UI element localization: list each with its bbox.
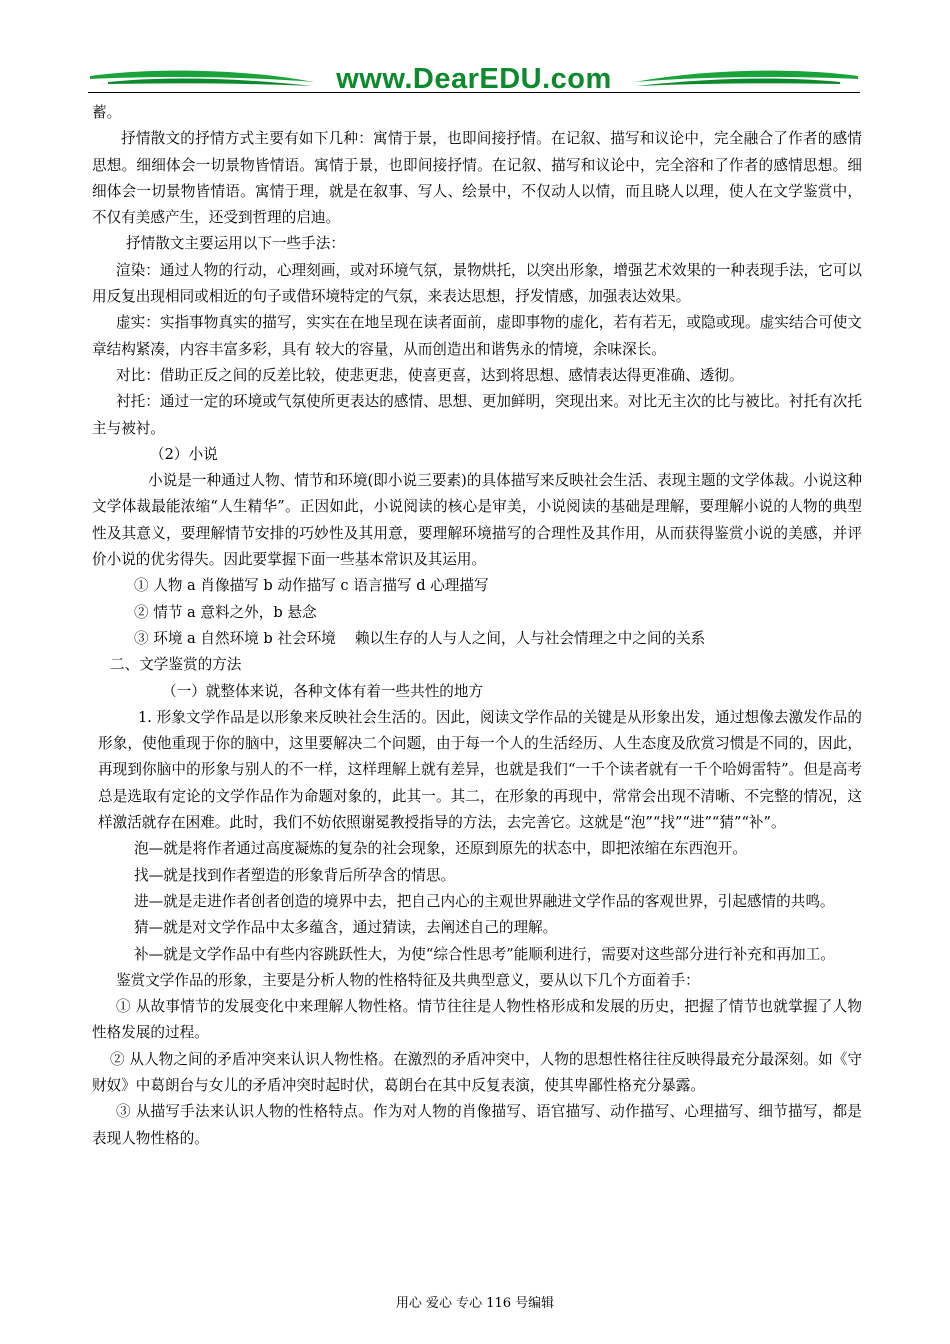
paragraph: 1. 形象文学作品是以形象来反映社会生活的。因此，阅读文学作品的关键是从形象出发，通过想像去激发作品的形象，使他重现于你的脑中，这里要解决二个问题，由于每一个人的生活经历、人生态度及欣赏习惯是不同的，因此，再现到你脑中的形象与别人的不一样，这样理解上就有差异，也就是我们“一千个读者就有一千个哈姆雷特”。但是高考总是选取有定论的文学作品作为命题对象的，此其一。其二，在形象的再现中，常常会出现不清晰、不完整的情况，这样激活就存在困难。此时，我们不妨依照谢冕教授指导的方法，去完善它。这就是“泡”“找”“进”“猜”“补”。 (98, 708, 862, 832)
site-logo[interactable]: www.DearEDU.com (336, 63, 612, 95)
section-heading: （2）小说 (150, 445, 218, 463)
paragraph: 衬托：通过一定的环境或气氛使所更表达的感情、思想、更加鲜明，突现出来。对比无主次的比与被比。衬托有次托主与被衬。 (92, 393, 862, 437)
list-item: ② 从人物之间的矛盾冲突来认识人物性格。在激烈的矛盾冲突中，人物的思想性格往往反映得最充分最深刻。如《守财奴》中葛朗台与女儿的矛盾冲突时起时伏，葛朗台在其中反复表演，使其卑鄙性格充分暴露。 (92, 1050, 862, 1094)
paragraph: 渲染：通过人物的行动，心理刻画，或对环境气氛，景物烘托，以突出形象，增强艺术效果的一种表现手法，它可以用反复出现相同或相近的句子或借环境特定的气氛，来表达思想，抒发情感，加强表达效果。 (92, 261, 862, 306)
page-footer: 用心 爱心 专心 116 号编辑 (395, 1296, 555, 1311)
section-heading: 二、文学鉴赏的方法 (110, 656, 242, 674)
paragraph: 蓄。 (92, 104, 122, 121)
paragraph: 找—就是找到作者塑造的形象背后所孕含的情思。 (134, 866, 456, 884)
paragraph: 抒情散文主要运用以下一些手法： (126, 235, 345, 253)
paragraph: 虚实：实指事物真实的描写，实实在在地呈现在读者面前，虚即事物的虚化，若有若无，或隐或现。虚实结合可使文章结构紧凑，内容丰富多彩，具有 较大的容量，从而创造出和谐隽永的情境，余味深长。 (92, 314, 862, 358)
list-item: ② 情节 a 意料之外，b 悬念 (134, 603, 317, 621)
section-heading: （一）就整体来说，各种文体有着一些共性的地方 (162, 682, 484, 700)
paragraph: 小说是一种通过人物、情节和环境(即小说三要素)的具体描写来反映社会生活、表现主题的文学体裁。小说这种文学体裁最能浓缩“人生精华”。正因如此，小说阅读的核心是审美，小说阅读的基础是理解，要理解小说的人物的典型性及其意义，要理解情节安排的巧妙性及其用意，要理解环境描写的合理性及其作用，从而获得鉴赏小说的美感，并评价小说的优劣得失。因此要掌握下面一些基本常识及其运用。 (92, 472, 862, 569)
list-item: ① 人物 a 肖像描写 b 动作描写 c 语言描写 d 心理描写 (134, 577, 489, 595)
site-banner (88, 62, 860, 96)
paragraph: 鉴赏文学作品的形象，主要是分析人物的性格特征及共典型意义，要从以下几个方面着手： (116, 971, 700, 989)
paragraph: 对比：借助正反之间的反差比较，使悲更悲，使喜更喜，达到将思想、感情表达得更准确、透彻。 (116, 366, 744, 384)
paragraph: 泡—就是将作者通过高度凝炼的复杂的社会现象，还原到原先的状态中，即把浓缩在东西泡开。 (134, 840, 747, 858)
list-item: ① 从故事情节的发展变化中来理解人物性格。情节往往是人物性格形成和发展的历史，把握了情节也就掌握了人物性格发展的过程。 (92, 998, 862, 1042)
paragraph: 补—就是文学作品中有些内容跳跃性大，为使“综合性思考”能顺利进行，需要对这些部分进行补充和再加工。 (134, 945, 835, 963)
paragraph: 抒情散文的抒情方式主要有如下几种：寓情于景，也即间接抒情。在记叙、描写和议论中，完全融合了作者的感情思想。细细体会一切景物皆情语。寓情于景，也即间接抒情。在记叙、描写和议论中，完全溶和了作者的感情思想。细细体会一切景物皆情语。寓情于理，就是在叙事、写人、绘景中，不仅动人以情，而且晓人以理，使人在文学鉴赏中，不仅有美感产生，还受到哲理的启迪。 (92, 130, 862, 227)
header-rule (88, 92, 860, 93)
list-item: ③ 从描写手法来认识人物的性格特点。作为对人物的肖像描写、语官描写、动作描写、心理描写、细节描写，都是表现人物性格的。 (92, 1103, 862, 1147)
document-body (92, 100, 862, 1152)
list-item: ③ 环境 a 自然环境 b 社会环境 赖以生存的人与人之间，人与社会情理之中之间的关系 (134, 629, 706, 647)
paragraph: 猜—就是对文学作品中太多蕴含，通过猜读，去阐述自己的理解。 (134, 919, 558, 937)
paragraph: 进—就是走进作者创者创造的境界中去，把自己内心的主观世界融进文学作品的客观世界，引起感情的共鸣。 (134, 892, 835, 910)
